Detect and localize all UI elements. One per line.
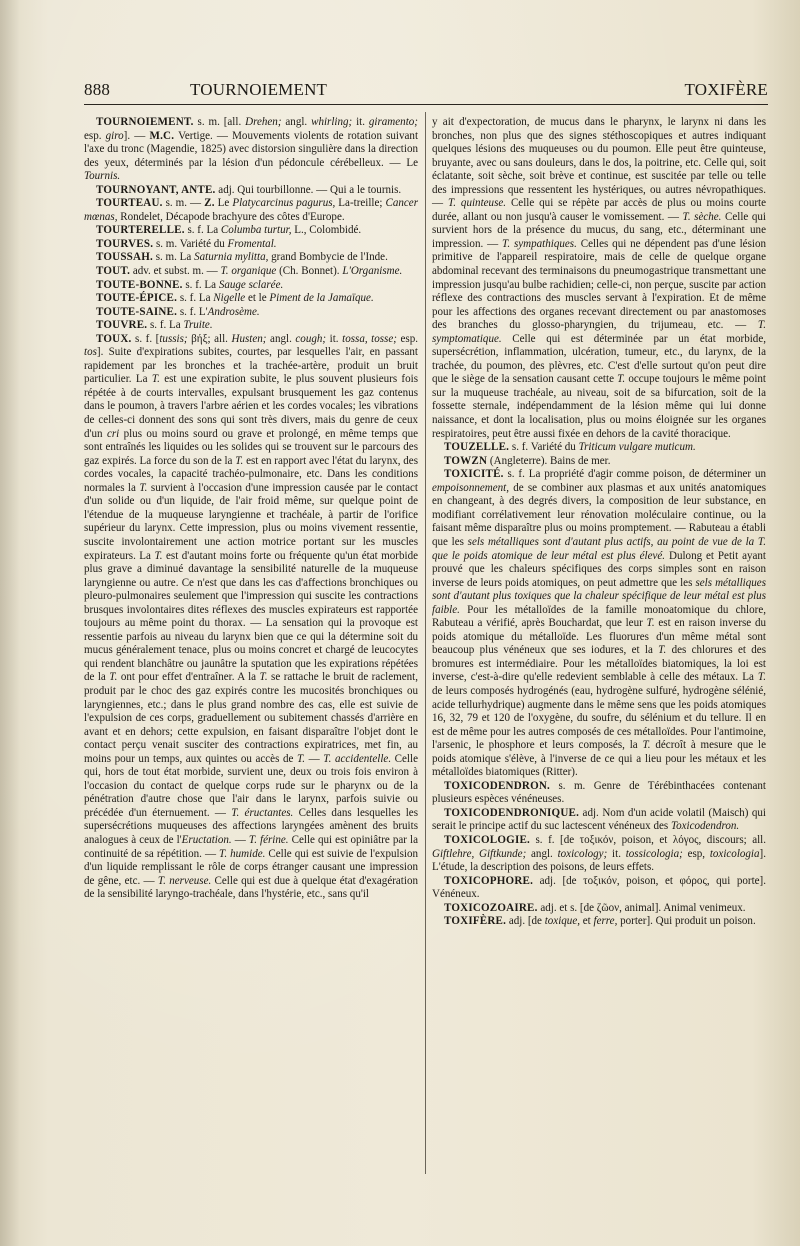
entry-text: esp.: [396, 332, 418, 345]
dictionary-entry: [432, 468, 766, 780]
italic-text: Giftlehre, Giftkunde;: [432, 847, 527, 860]
entry-text: adj. [de τοξικόν, poison, et φόρος, qui porte]. Vénéneux.: [432, 874, 766, 901]
entry-headword: TOWZN: [444, 454, 488, 467]
right-column: [432, 116, 766, 929]
entry-text: it.: [352, 116, 369, 128]
bold-text: M.C.: [149, 129, 175, 142]
italic-text: Piment de la Jamaïque.: [269, 292, 374, 305]
entry-headword: TOUTE-BONNE.: [96, 278, 183, 291]
dictionary-entry: [84, 116, 418, 184]
entry-headword: TOUSSAH.: [96, 251, 153, 264]
italic-text: Platycarcinus pagurus,: [232, 197, 336, 210]
italic-text: T. sympathiques.: [502, 237, 577, 250]
entry-text: Celle qui est due à quelque état d'exagération de la sensibilité laryngo-trachéale, dans l'hystérie, etc., sans qu'il: [84, 874, 418, 901]
entry-headword: TOXICITÉ.: [444, 468, 504, 481]
entry-text: s. f. La: [182, 278, 219, 291]
italic-text: T. sèche.: [682, 210, 722, 223]
italic-text: Eructation.: [181, 833, 232, 846]
italic-text: Columba turtur,: [220, 224, 292, 237]
italic-text: T.: [259, 671, 268, 684]
italic-text: Truite.: [183, 319, 213, 332]
entry-text: Celle qui est opiniâtre par la continuité de sa répétition. —: [84, 833, 418, 860]
entry-headword: TOUTE-SAINE.: [96, 305, 178, 318]
italic-text: Saturnia mylitta,: [194, 251, 269, 264]
entry-text: —: [305, 752, 324, 765]
entry-headword: TOUTE-ÉPICE.: [96, 292, 178, 305]
dictionary-entry: [84, 224, 418, 238]
entry-text: s. m. —: [162, 197, 205, 210]
dictionary-entry: [432, 875, 766, 902]
entry-text: Dulong et Petit ayant prouvé que les chaleurs spécifiques des corps simples sont en raison inverse de leurs poids atomiques, on peut admettre que les: [432, 549, 766, 589]
dictionary-entry: [84, 319, 418, 333]
entry-text: angl.: [266, 332, 296, 345]
dictionary-entry: [432, 780, 766, 807]
dictionary-entry: [84, 292, 418, 306]
entry-text: adj. [de: [506, 915, 545, 928]
entry-text: angl.: [526, 847, 558, 860]
entry-text: est en rapport avec l'état du larynx, des cordes vocales, la capacité trachéo-pulmonaire, etc. Dans les conditions normales la: [84, 454, 418, 494]
italic-text: L'Organisme.: [342, 265, 403, 278]
page-gutter-shadow: [0, 0, 20, 1246]
italic-text: cri: [106, 427, 120, 440]
entry-text: it.: [326, 332, 343, 345]
entry-text: adv. et subst. m. —: [130, 265, 221, 278]
entry-headword: TOXICODENDRONIQUE.: [444, 806, 580, 819]
dictionary-entry: [432, 441, 766, 455]
entry-headword: TOUX.: [96, 332, 132, 345]
italic-text: whirling;: [311, 116, 353, 128]
entry-headword: TOURNOYANT, ANTE.: [96, 183, 216, 196]
header-rule: [84, 104, 768, 105]
entry-text: grand Bombycie de l'Inde.: [268, 251, 388, 264]
entry-text: occupe toujours le même point sur la muqueuse trachéale, au niveau, soit de sa bifurcation, soit de la fossette sternale, indépendamment de la lésion même qui lui donne naissance, et dont la localisation, plus ou moins éloignée sur les organes respiratoires, peut être aussi fixée en dehors de la cavité thoracique.: [432, 373, 766, 440]
italic-text: T. éructantes.: [231, 806, 294, 819]
entry-text: et le: [245, 292, 270, 305]
entry-text: ]. Suite d'expirations subites, courtes, par lesquelles l'air, en passant rapidement par les bronches et la trachée-artère, produit un bruit particulier. La: [84, 346, 418, 386]
entry-text: it.: [607, 847, 626, 860]
entry-text: Pour les métalloïdes de la famille monoatomique du chlore, Rabuteau a vérifié, après Bouchardat, que leur: [432, 603, 766, 630]
entry-text: de se combiner aux plasmas et aux unités anatomiques en changeant, à des degrés divers, la composition de leur substance, en modifiant corrélativement leur rénovation moléculaire continue, ou la faisant même disparaître plus ou moins promptement. — Rabuteau a établi que les: [432, 481, 766, 548]
entry-text: des chlorures et des bromures est intermédiaire. Pour les métalloïdes biatomiques, la loi est inverse, c'est-à-dire qu'elle redevient semblable à celle des métaux. La: [432, 644, 766, 684]
entry-text: est en raison inverse du poids atomique du métalloïde. Les fluorures d'un même métal sont beaucoup plus vénéneux que ses iodures, et la: [432, 617, 767, 657]
entry-text: et: [580, 915, 594, 928]
entry-text: Le: [214, 197, 233, 210]
entry-headword: TOXIFÈRE.: [444, 915, 507, 928]
italic-text: Nigelle: [213, 292, 246, 305]
entry-headword: TOXICOZOAIRE.: [444, 901, 538, 914]
dictionary-entry: [432, 807, 766, 834]
entry-text: adj. Nom d'un acide volatil (Maisch) qui serait le principe actif du suc lactescent vénéneux des: [432, 806, 766, 833]
entry-text: Celle qui est suivie de l'expulsion d'un liquide remplissant le rôle de corps étranger causant une impression de gêne, etc. —: [84, 847, 418, 887]
page-number: 888: [84, 80, 111, 99]
italic-text: Drehen;: [245, 116, 282, 128]
dictionary-entry: [84, 265, 418, 279]
entry-text: adj. Qui tourbillonne. — Qui a le tournis.: [215, 183, 402, 196]
italic-text: sels métalliques sont d'autant plus actifs, au point de vue de la T. que le poids atomique de leur métal est plus élevé.: [432, 535, 766, 562]
entry-text: angl.: [281, 116, 312, 128]
entry-text: Celle qui est déterminée par un état morbide, supersécrétion, inflammation, ulcération, tumeur, etc., du larynx, de la trachée, du poumon, des plèvres, etc. C'est d'elle surtout qu'on peut dire que le siège de la sensation causant cette: [432, 332, 766, 386]
entry-headword: TOURVES.: [96, 237, 154, 250]
entry-text: s. f. [: [131, 332, 160, 345]
dictionary-entry: [84, 251, 418, 265]
italic-text: T.: [235, 454, 244, 467]
entry-text: ont pour effet d'entraîner. A la: [117, 671, 260, 684]
entry-text: s. m. La: [152, 251, 195, 264]
italic-text: giramento;: [368, 116, 418, 128]
italic-text: sels métalliques sont d'autant plus toxiques que la chaleur spécifique de leur métal est plus faible.: [432, 576, 766, 616]
entry-text: décroît à mesure que le poids atomique s'élève, à l'inverse de ce qui a lieu pour les métaux et les métalloïdes biatomiques (Ritter).: [432, 739, 766, 779]
italic-text: T.: [151, 373, 160, 386]
italic-text: Tournis.: [84, 170, 121, 183]
dictionary-entry: [84, 184, 418, 198]
entry-text: porter]. Qui produit un poison.: [617, 915, 756, 928]
entry-text: Celle qui, hors de tout état morbide, survient une, deux ou trois fois environ à l'occasion du contact de quelque corps rude sur le pharynx ou de la pénétration d'autre chose que l'air dans le larynx, parfois suivie ou précédée d'un éternuement. —: [84, 752, 418, 819]
entry-text: ]. L'étude, la description des poisons, de leurs effets.: [432, 847, 766, 874]
entry-text: s. f. La: [147, 319, 184, 332]
running-head-right: TOXIFÈRE: [684, 80, 768, 99]
italic-text: T. accidentelle.: [323, 752, 392, 765]
entry-text: adj. et s. [de ζῶον, animal]. Animal venimeux.: [537, 901, 746, 914]
entry-headword: TOXICOPHORE.: [444, 874, 534, 887]
italic-text: T.: [757, 671, 766, 684]
entry-headword: TOURTERELLE.: [96, 224, 185, 237]
entry-text: Celles qui ne dépendent pas d'une lésion primitive de l'appareil respiratoire, mais de celle de quelque organe abdominal recevant des terminaisons du pneumogastrique transmettant une impression jusqu'au bulbe rachidien; celle-ci, non perçue, suscite par action réflexe des contractions des muscles servant à l'expiration. Et de même pour les affections des organes recevant directement ou par anastomoses des branches du glosso-pharyngien, du trijumeau, etc. —: [432, 237, 766, 332]
italic-text: T. organique: [220, 265, 277, 278]
entry-text: Celles dans lesquelles les supersécrétions muqueuses des affections laryngées amènent des bruits analogues à ceux de l': [84, 806, 419, 846]
entry-text: s. f. [de τοξικόν, poison, et λόγος, discours; all.: [530, 833, 766, 846]
italic-text: Fromental.: [227, 237, 277, 250]
entry-text: La-treille;: [335, 197, 386, 210]
italic-text: T. quinteuse.: [447, 197, 507, 210]
italic-text: T.: [139, 481, 148, 494]
entry-headword: TOXICODENDRON.: [444, 779, 551, 792]
entry-headword: TOURNOIEMENT.: [96, 116, 194, 128]
entry-text: s. m. [all.: [193, 116, 246, 128]
entry-text: βήξ; all.: [187, 332, 232, 345]
dictionary-entry: [432, 455, 766, 469]
italic-text: Toxicodendron.: [670, 820, 740, 833]
italic-text: toxique,: [544, 915, 580, 928]
italic-text: Husten;: [231, 332, 267, 345]
dictionary-entry: [84, 197, 418, 224]
italic-text: empoisonnement,: [432, 481, 510, 494]
entry-text: —: [231, 833, 249, 846]
italic-text: tussis;: [159, 332, 188, 345]
entry-text: s. f. L': [177, 305, 208, 318]
italic-text: Cancer mœnas,: [84, 197, 419, 223]
italic-text: T. férine.: [248, 833, 289, 846]
bold-text: Z.: [204, 197, 215, 210]
entry-headword: TOXICOLOGIE.: [444, 833, 530, 846]
dictionary-entry: [432, 116, 766, 441]
italic-text: giro: [105, 129, 124, 142]
running-head-left: TOURNOIEMENT: [190, 80, 328, 99]
entry-text: s. f. La: [184, 224, 221, 237]
entry-text: esp,: [682, 847, 710, 860]
entry-text: (Ch. Bonnet).: [276, 265, 343, 278]
entry-text: est d'autant moins forte ou fréquente qu'un état morbide plus grave a diminué davantage la sensibilité naturelle de la muqueuse laryngienne ou autre. Ce n'est que dans les cas d'affections bronchiques ou pleuro-pulmonaires seulement que l'impression qui suscite les contractions brusques involontaires dites réflexes des muscles expirateurs est rapportée toujours au même point du thorax. — La sensation qui la provoque est ressentie parfois au niveau du larynx bien que ce qui la détermine soit du mucus généralement tenace, plus ou moins concret et chargé de leucocytes qui rendent blanchâtre ou jaunâtre la sputation que les expirations répétées de la: [84, 549, 418, 684]
entry-text: s. f. La: [177, 292, 214, 305]
italic-text: T.: [109, 671, 118, 684]
entry-text: Celle qui survient hors de la présence du mucus, du sang, etc., déterminant une impression. —: [432, 210, 766, 250]
dictionary-entry: [84, 279, 418, 293]
entry-text: survient à l'occasion d'une impression causée par le contact d'un solide ou d'un liquide, de l'air froid même, sur quelque point de l'étendue de la muqueuse laryngienne et trachéale, à partir de l'orifice supérieur du larynx. Cette impression, plus ou moins vivement ressentie, suscite involontairement une action motrice portant sur les muscles expirateurs. La: [84, 481, 418, 562]
italic-text: T.: [642, 739, 651, 752]
italic-text: ferre,: [593, 915, 618, 928]
italic-text: T.: [296, 752, 306, 765]
italic-text: T.: [658, 644, 667, 657]
italic-text: tos: [84, 346, 97, 359]
italic-text: toxicology;: [557, 847, 608, 860]
entry-headword: TOUVRE.: [96, 319, 148, 332]
entry-text: s. f. La propriété d'agir comme poison, de déterminer un: [503, 468, 766, 481]
entry-text: est une expiration subite, le plus souvent plusieurs fois répétée à de courts intervalles, expulsant brusquement les gaz contenus dans le poumon, à travers l'arbre aérien et les cordes vocales; les vibrations de celles-ci donnent des sons qui sont très divers, mais du genre de ceux d'un: [84, 373, 419, 440]
italic-text: T.: [617, 373, 626, 386]
italic-text: cough;: [295, 332, 327, 345]
entry-text: se rattache le bruit de raclement, produit par le choc des gaz expirés contre les mucosités bronchiques ou laryngiennes, etc.; dans le plus grand nombre des cas, elle est suivie de l'expulsion de ces corps, graduellement ou subitement chassés d'arrière en avant et en dehors; cette expulsion, en faisant disparaître l'objet dont le contact perçu venait susciter des contractions expiratrices, met fin, au moins pour un temps, aux quintes ou accès de: [84, 671, 418, 765]
italic-text: T.: [154, 549, 163, 562]
italic-text: Sauge sclarée.: [218, 278, 284, 291]
entry-text: Rondelet, Décapode brachyure des côtes d'Europe.: [117, 210, 345, 223]
entry-text: Vertige. — Mouvements violents de rotation suivant l'axe du tronc (Magendie, 1825) avec distorsion singulière dans la direction des yeux, déterminés par la lésion d'un pédoncule cérébelleux. — Le: [84, 129, 419, 169]
entry-text: Celle qui se répète par accès de plus ou moins courte durée, allant ou non jusqu'à causer le vomissement. —: [432, 197, 767, 223]
entry-text: plus ou moins sourd ou grave et prolongé, en même temps que sont entraînés les liquides ou les solides qui se trouvent sur le parcours des gaz expirés. La force du son de la: [84, 427, 418, 467]
italic-text: T. symptomatique.: [432, 319, 766, 345]
entry-text: L., Colombidé.: [291, 224, 362, 237]
entry-text: de leurs composés hydrogénés (eau, hydrogène sulfuré, hydrogène sélénié, acide tellurhydrique) augmente dans le même sens que les poids atomiques 16, 32, 79 et 120 de l'oxygène, du soufre, du sélénium et du tellure. Il en est de même pour les autres composés de ces métalloïdes. Pour l'antimoine, l'arsenic, le phosphore et leurs composés, la: [432, 684, 766, 752]
italic-text: Androsème.: [207, 305, 260, 318]
italic-text: Triticum vulgare muticum.: [578, 441, 696, 454]
column-divider: [425, 112, 426, 1174]
dictionary-entry: [432, 902, 766, 916]
italic-text: T. humide.: [219, 847, 266, 860]
dictionary-entry: [84, 306, 418, 320]
italic-text: tossa, tosse;: [342, 332, 397, 345]
dictionary-entry: [432, 834, 766, 875]
entry-text: s. m. Variété du: [153, 237, 228, 250]
left-column: [84, 116, 418, 902]
entry-text: esp.: [84, 129, 106, 142]
dictionary-entry: [84, 333, 418, 902]
italic-text: T. nerveuse.: [157, 874, 212, 887]
entry-text: ]. —: [123, 129, 150, 142]
entry-headword: TOUT.: [96, 265, 131, 278]
entry-headword: TOUZELLE.: [444, 441, 510, 454]
italic-text: toxicologia: [709, 847, 760, 860]
entry-text: s. f. Variété du: [509, 441, 579, 454]
entry-headword: TOURTEAU.: [96, 197, 163, 210]
entry-text: (Angleterre). Bains de mer.: [487, 454, 611, 467]
italic-text: tossicologia;: [625, 847, 683, 860]
running-header: [84, 76, 768, 104]
entry-text: s. m. Genre de Térébinthacées contenant plusieurs espèces vénéneuses.: [432, 779, 766, 806]
dictionary-entry: [84, 238, 418, 252]
entry-text: y ait d'expectoration, de mucus dans le pharynx, le larynx ni dans les bronches, non plus que des signes stéthoscopiques et autres indiquant quelques lésions des muqueuses ou du poumon. Elle peut être quinteuse, bruyante, avec ou sans douleurs, dans le dos, la poitrine, etc. Celle qui, soit éclatante, soit sèche, soit brève et continue, est suscitée par telle ou telle des impressions que ressentent les hystériques, ou autres névropathiques. —: [432, 116, 766, 210]
dictionary-entry: [432, 915, 766, 929]
italic-text: T.: [646, 617, 655, 630]
